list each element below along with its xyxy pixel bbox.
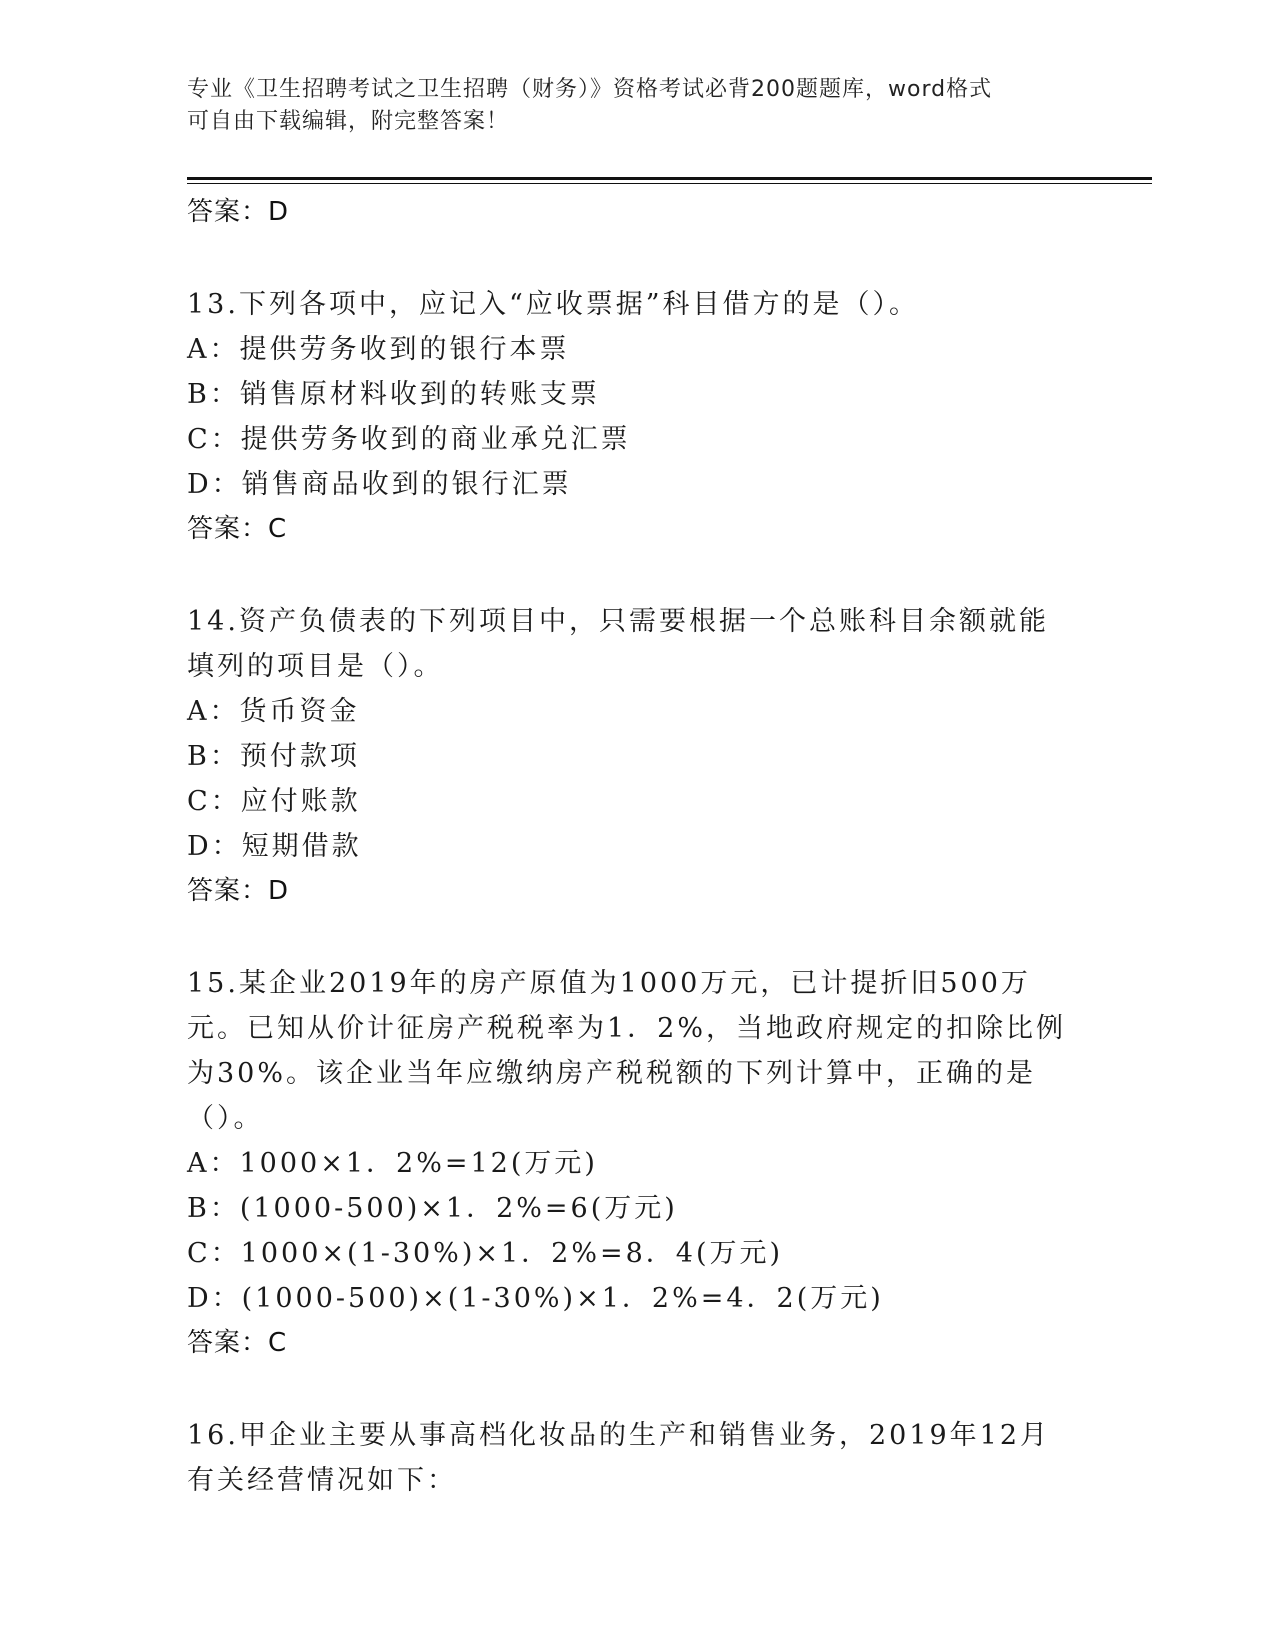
option-c: C：1000×(1-30%)×1．2%=8．4(万元) — [187, 1238, 784, 1269]
answer: 答案：C — [187, 514, 288, 544]
question-16 — [187, 1413, 1152, 1503]
header-rule-thin — [187, 183, 1152, 184]
option-d: D：销售商品收到的银行汇票 — [187, 469, 572, 500]
option-b: B：销售原材料收到的转账支票 — [187, 379, 600, 410]
spacer — [187, 913, 1152, 961]
spacer — [187, 551, 1152, 599]
option-c: C：应付账款 — [187, 786, 361, 817]
header-line-2: 可自由下载编辑，附完整答案！ — [187, 109, 510, 134]
answer: 答案：D — [187, 876, 290, 906]
question-stem: 13.下列各项中，应记入“应收票据”科目借方的是（）。 — [187, 289, 920, 320]
answer-12: 答案：D — [187, 197, 290, 227]
option-d: D：短期借款 — [187, 831, 362, 862]
header-line-1: 专业《卫生招聘考试之卫生招聘（财务）》资格考试必背200题题库，word格式 — [187, 77, 993, 102]
option-d: D：(1000-500)×(1-30%)×1．2%=4．2(万元) — [187, 1283, 884, 1314]
option-b: B：预付款项 — [187, 741, 360, 772]
header-rule-thick — [187, 177, 1152, 180]
question-14 — [187, 599, 1152, 913]
answer: 答案：C — [187, 1328, 288, 1358]
question-15 — [187, 961, 1152, 1365]
spacer — [187, 234, 1152, 282]
question-13 — [187, 282, 1152, 551]
question-stem: 15.某企业2019年的房产原值为1000万元，已计提折旧500万元。已知从价计征房产税税率为1．2%，当地政府规定的扣除比例为30%。该企业当年应缴纳房产税税额的下列计算中，正确的是（）。 — [187, 968, 1067, 1134]
question-stem: 16.甲企业主要从事高档化妆品的生产和销售业务，2019年12月有关经营情况如下： — [187, 1420, 1051, 1496]
spacer — [187, 1365, 1152, 1413]
option-c: C：提供劳务收到的商业承兑汇票 — [187, 424, 631, 455]
document-body — [187, 190, 1152, 1503]
question-stem: 14.资产负债表的下列项目中，只需要根据一个总账科目余额就能填列的项目是（）。 — [187, 606, 1049, 682]
page-header — [187, 74, 1067, 138]
option-a: A：1000×1．2%=12(万元) — [187, 1148, 598, 1179]
option-b: B：(1000-500)×1．2%=6(万元) — [187, 1193, 678, 1224]
option-a: A：货币资金 — [187, 696, 360, 727]
option-a: A：提供劳务收到的银行本票 — [187, 334, 570, 365]
